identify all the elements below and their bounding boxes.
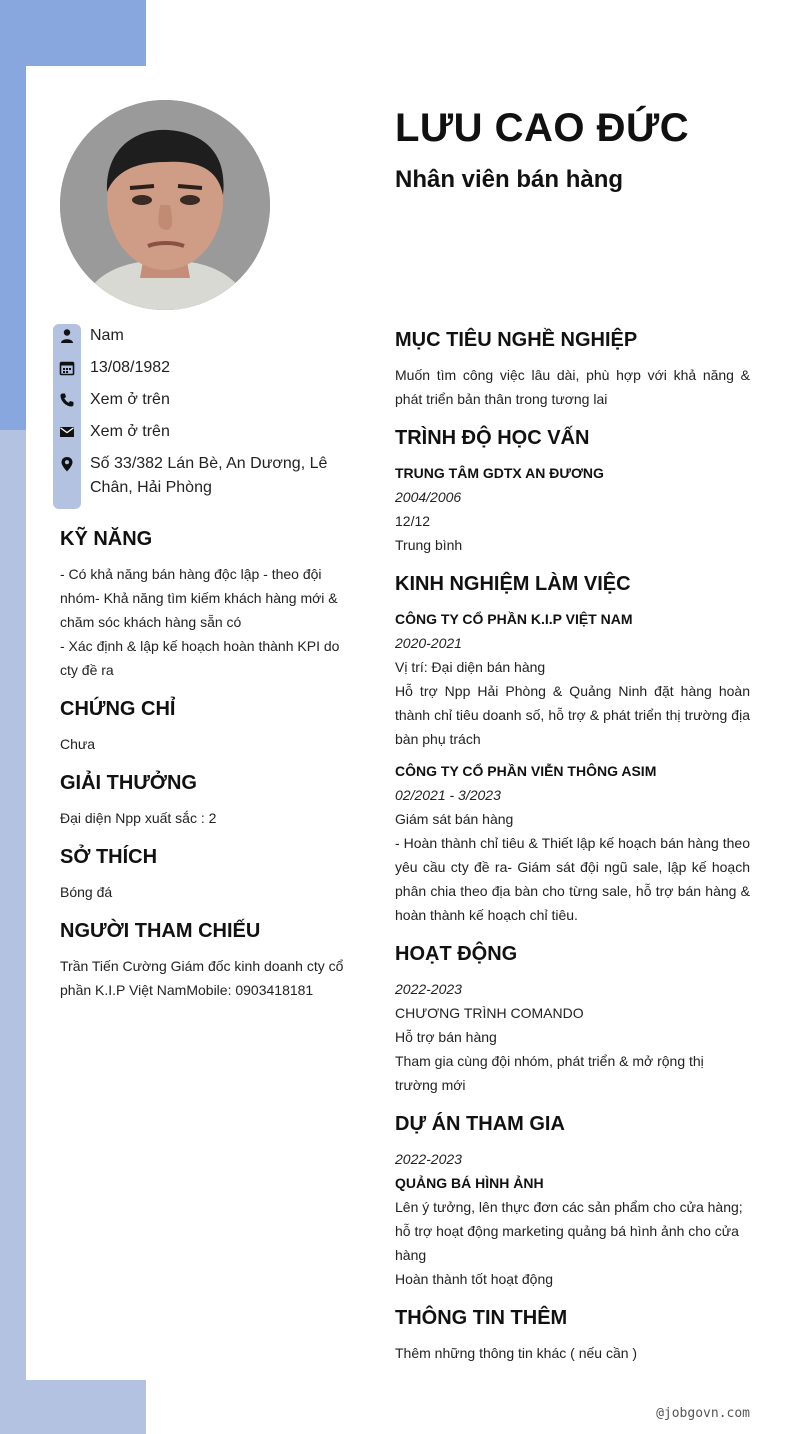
candidate-name: LƯU CAO ĐỨC <box>395 106 690 150</box>
phone-value: Xem ở trên <box>90 391 170 408</box>
experience-desc: - Hoàn thành chỉ tiêu & Thiết lập kế hoạch bán hàng theo yêu cầu cty đề ra- Giám sát đội ngũ sale, lập kế hoạch phân chia theo địa bàn cho từng sale, hỗ trợ bán hàng & hoàn thành kế hoạch chỉ tiêu. <box>395 835 750 923</box>
experience-desc: Hỗ trợ Npp Hải Phòng & Quảng Ninh đặt hàng hoàn thành chỉ tiêu doanh số, hỗ trợ & phát triển thị trường địa bàn phụ trách <box>395 683 750 747</box>
skills-section <box>60 524 358 682</box>
experience-company: CÔNG TY CỔ PHẦN K.I.P VIỆT NAM <box>395 611 633 627</box>
extra-text: Thêm những thông tin khác ( nếu cần ) <box>395 1345 638 1361</box>
experience-section <box>395 569 750 927</box>
certificates-section <box>60 694 358 756</box>
mail-icon <box>59 424 75 440</box>
activities-section <box>395 939 750 1097</box>
experience-company: CÔNG TY CỔ PHẦN VIỄN THÔNG ASIM <box>395 763 657 779</box>
profile-photo <box>60 100 270 310</box>
watermark-text: @jobgovn.com <box>656 1406 750 1421</box>
education-heading: TRÌNH ĐỘ HỌC VẤN <box>395 427 590 449</box>
objective-text: Muốn tìm công việc lâu dài, phù hợp với khả năng & phát triển bản thân trong tương lai <box>395 367 750 407</box>
hobbies-heading: SỞ THÍCH <box>60 846 158 868</box>
projects-heading: DỰ ÁN THAM GIA <box>395 1113 565 1135</box>
activities-role: Hỗ trợ bán hàng <box>395 1029 497 1045</box>
references-section <box>60 916 358 1002</box>
contact-phone <box>53 388 353 412</box>
experience-role: Giám sát bán hàng <box>395 811 514 827</box>
education-period: 2004/2006 <box>395 489 462 505</box>
calendar-icon <box>59 360 75 376</box>
contact-birthday <box>53 356 353 380</box>
email-value: Xem ở trên <box>90 423 170 440</box>
address-value: Số 33/382 Lán Bè, An Dương, Lê Chân, Hải Phòng <box>90 455 328 496</box>
awards-text: Đại diện Npp xuất sắc : 2 <box>60 810 217 826</box>
gender-value: Nam <box>90 327 124 344</box>
objective-heading: MỤC TIÊU NGHỀ NGHIỆP <box>395 329 638 351</box>
contact-email <box>53 420 353 444</box>
awards-section <box>60 768 358 830</box>
education-grade: 12/12 <box>395 513 431 529</box>
projects-section <box>395 1109 750 1291</box>
awards-heading: GIẢI THƯỞNG <box>60 772 197 794</box>
education-rank: Trung bình <box>395 537 463 553</box>
experience-role: Vị trí: Đại diện bán hàng <box>395 659 546 675</box>
activities-heading: HOẠT ĐỘNG <box>395 943 518 965</box>
education-section <box>395 423 750 557</box>
objective-section <box>395 325 750 411</box>
experience-period: 2020-2021 <box>395 635 462 651</box>
projects-desc: Lên ý tưởng, lên thực đơn các sản phẩm cho cửa hàng; hỗ trợ hoạt động marketing quảng bá hình ảnh cho cửa hàng <box>395 1199 743 1263</box>
hobbies-section <box>60 842 358 904</box>
extra-section <box>395 1303 750 1365</box>
phone-icon <box>59 392 75 408</box>
skills-line: - Có khả năng bán hàng độc lập - theo đội nhóm- Khả năng tìm kiếm khách hàng mới & chăm sóc khách hàng sẵn có <box>60 566 338 630</box>
projects-period: 2022-2023 <box>395 1151 462 1167</box>
projects-name: QUẢNG BÁ HÌNH ẢNH <box>395 1175 544 1191</box>
experience-item <box>395 607 750 751</box>
candidate-job-title: Nhân viên bán hàng <box>395 166 624 193</box>
activities-name: CHƯƠNG TRÌNH COMANDO <box>395 1005 584 1021</box>
experience-period: 02/2021 - 3/2023 <box>395 787 501 803</box>
contact-gender <box>53 324 353 348</box>
experience-heading: KINH NGHIỆM LÀM VIỆC <box>395 573 631 595</box>
activities-desc: Tham gia cùng đội nhóm, phát triển & mở rộng thị trường mới <box>395 1053 704 1093</box>
person-icon <box>59 328 75 344</box>
right-column <box>395 325 750 1377</box>
contact-address <box>53 452 353 500</box>
experience-item <box>395 759 750 927</box>
skills-heading: KỸ NĂNG <box>60 528 153 550</box>
activities-period: 2022-2023 <box>395 981 462 997</box>
left-column <box>60 524 358 1014</box>
certificates-heading: CHỨNG CHỈ <box>60 698 176 720</box>
hobbies-text: Bóng đá <box>60 884 113 900</box>
references-heading: NGƯỜI THAM CHIẾU <box>60 920 261 942</box>
projects-result: Hoàn thành tốt hoạt động <box>395 1271 554 1287</box>
education-school: TRUNG TÂM GDTX AN ĐƯƠNG <box>395 465 604 481</box>
certificates-text: Chưa <box>60 736 96 752</box>
contact-info-list <box>53 324 353 508</box>
extra-heading: THÔNG TIN THÊM <box>395 1307 568 1329</box>
skills-line: - Xác định & lập kế hoạch hoàn thành KPI do cty đề ra <box>60 638 340 678</box>
references-text: Trần Tiến Cường Giám đốc kinh doanh cty cổ phần K.I.P Việt NamMobile: 0903418181 <box>60 958 344 998</box>
location-icon <box>59 456 75 472</box>
birthday-value: 13/08/1982 <box>90 359 171 376</box>
